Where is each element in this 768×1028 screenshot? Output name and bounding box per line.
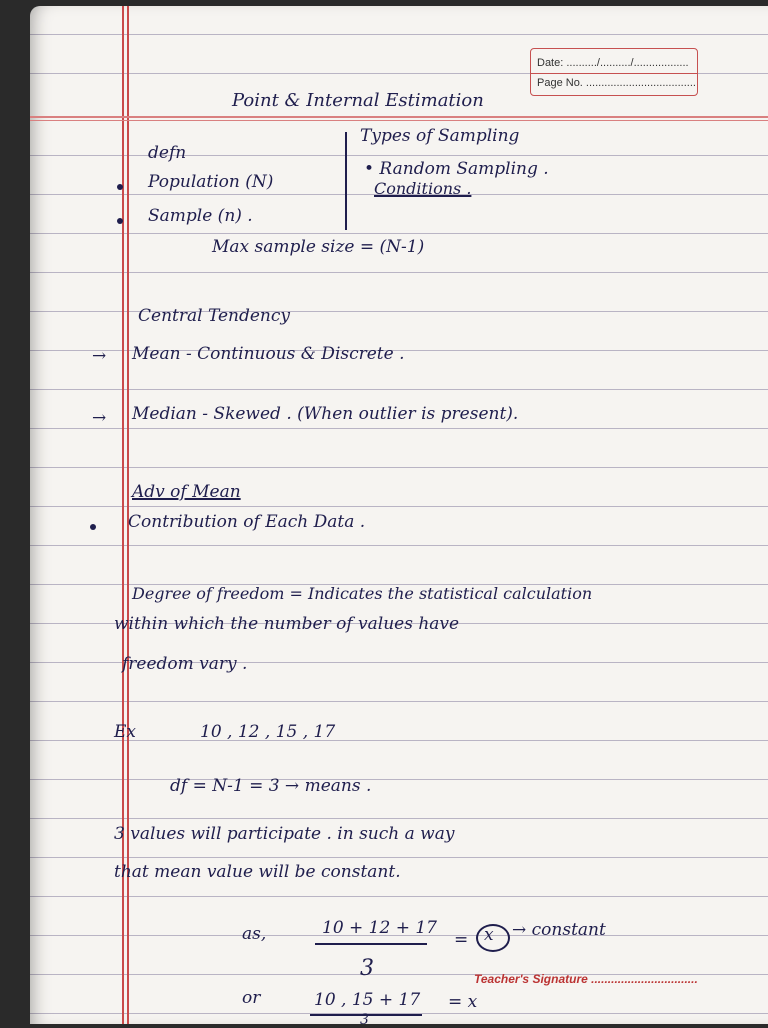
bullet [117,218,123,224]
contribution-text: Contribution of Each Data . [128,512,366,532]
defn-heading: defn [148,143,187,163]
fraction-2-denominator: 3 [360,1012,369,1028]
fraction-2-numerator: 10 , 15 + 17 [314,990,421,1010]
central-tendency-heading: Central Tendency [138,306,290,326]
date-label: Date: ........../........../.................. [537,57,689,69]
fraction-1-numerator: 10 + 12 + 17 [322,918,437,938]
arrow-icon: → [92,408,107,428]
example-label: Ex [114,722,136,742]
example-values: 10 , 12 , 15 , 17 [200,722,336,742]
as-label: as, [242,924,267,944]
header-rule [30,120,768,121]
page-number-label: Page No. .................................... [537,77,696,89]
page-title: Point & Internal Estimation [232,90,484,111]
median-text: Median - Skewed . (When outlier is present). [132,404,519,424]
date-page-box [530,48,698,96]
bullet [90,524,96,530]
teacher-signature-label: Teacher's Signature ................................ [474,972,698,986]
df-formula: df = N-1 = 3 → means . [170,776,372,796]
fraction-2-equals: = x [448,992,478,1012]
sample-text: Sample (n) . [148,206,253,226]
notebook-page [30,6,768,1028]
mean-text: Mean - Continuous & Discrete . [132,344,405,364]
population-text: Population (N) [148,172,274,192]
fraction-1-denominator: 3 [360,956,374,981]
header-rule [30,116,768,118]
arrow-icon: → [92,346,107,366]
fraction-bar [315,943,427,945]
conditions-text: Conditions . [374,179,472,198]
dof-line-2: within which the number of values have [114,614,460,634]
adv-mean-heading: Adv of Mean [132,482,241,502]
constant-text: → constant [512,920,606,940]
types-heading: Types of Sampling [360,126,520,146]
mean-variable: x [484,925,494,945]
explanation-line-1: 3 values will participate . in such a way [114,824,455,844]
max-sample-size: Max sample size = (N-1) [212,237,425,257]
bullet [117,184,123,190]
divider [345,132,347,230]
dof-line-1: Degree of freedom = Indicates the statistical calculation [132,584,593,603]
or-label: or [242,988,261,1008]
random-sampling-text: • Random Sampling . [364,159,549,179]
equals-sign: = [454,930,469,950]
explanation-line-2: that mean value will be constant. [114,862,401,882]
dof-line-3: freedom vary . [122,654,248,674]
